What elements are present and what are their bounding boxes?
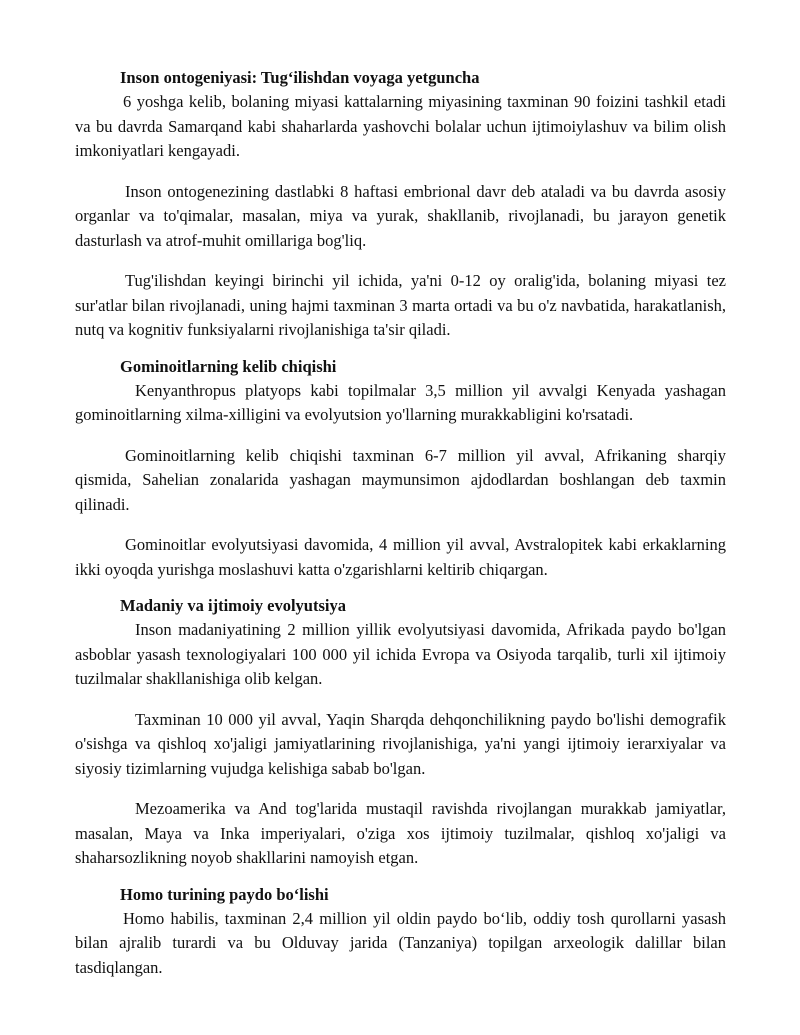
paragraph-spacer — [75, 253, 726, 269]
paragraph: Inson ontogenezining dastlabki 8 haftasi embrional davr deb ataladi va bu davrda asosiy organlar va to'qimalar, masalan, miya va yurak, shakllanib, rivojlanadi, bu jarayon genetik dasturlash va atrof-muhit omillariga bog'liq. — [75, 181, 726, 250]
paragraph: 6 yoshga kelib, bolaning miyasi kattalarning miyasining taxminan 90 foizini tashkil etadi va bu davrda Samarqand kabi shaharlarda yashovchi bolalar uchun ijtimoiylashuv va bilim olish imkoniyatlari kengayadi. — [75, 92, 726, 160]
paragraph-spacer — [75, 692, 726, 708]
section-spacer — [75, 871, 726, 883]
section-spacer — [75, 582, 726, 594]
paragraph: Taxminan 10 000 yil avval, Yaqin Sharqda dehqonchilikning paydo bo'lishi demografik o'sishga va qishloq xo'jaligi jamiyatlarining rivojlanishiga, ya'ni yangi ijtimoiy ierarxiyalar va siyosiy tizimlarning vujudga kelishiga sabab bo'lgan. — [75, 709, 726, 778]
section-spacer — [75, 343, 726, 355]
section-heading: Inson ontogeniyasi: Tug‘ilishdan voyaga yetguncha — [120, 68, 480, 87]
paragraph: Tug'ilishdan keyingi birinchi yil ichida, ya'ni 0-12 oy oralig'ida, bolaning miyasi tez sur'atlar bilan rivojlanadi, uning hajmi taxminan 3 marta ortadi va bu o'z navbatida, harakatlanish, nutq va kognitiv funksiyalarni rivojlanishiga ta'sir qiladi. — [75, 271, 726, 339]
paragraph: Homo habilis, taxminan 2,4 million yil oldin paydo bo‘lib, oddiy tosh qurollarni yasash bilan ajralib turardi va bu Olduvay jarida (Tanzaniya) topilgan arxeologik dalillar bilan tasdiqlangan. — [75, 908, 726, 977]
paragraph-spacer — [75, 517, 726, 533]
section-heading: Gominoitlarning kelib chiqishi — [120, 356, 337, 376]
paragraph: Gominoitlar evolyutsiyasi davomida, 4 million yil avval, Avstralopitek kabi erkaklarning ikki oyoqda yurishga moslashuvi katta o'zgarishlarni keltirib chiqargan. — [75, 535, 726, 579]
paragraph-spacer — [75, 781, 726, 797]
section-heading: Homo turining paydo bo‘lishi — [120, 884, 329, 904]
paragraph: Mezoamerika va And tog'larida mustaqil ravishda rivojlangan murakkab jamiyatlar, masalan, Maya va Inka imperiyalari, o'ziga xos ijtimoiy tuzilmalar, qishloq xo'jaligi va shaharsozlikning noyob shakllarini namoyish etgan. — [75, 799, 726, 867]
paragraph: Inson madaniyatining 2 million yillik evolyutsiyasi davomida, Afrikada paydo bo'lgan asboblar yasash texnologiyalari 100 000 yil ichida Evropa va Osiyoda tarqalib, turli xil ijtimoiy tuzilmalar shakllanishiga olib kelgan. — [75, 620, 726, 688]
paragraph: Gominoitlarning kelib chiqishi taxminan 6-7 million yil avval, Afrikaning sharqiy qismida, Sahelian zonalarida yashagan maymunsimon ajdodlardan boshlangan deb taxmin qilinadi. — [75, 445, 726, 514]
paragraph-spacer — [75, 428, 726, 444]
paragraph: Kenyanthropus platyops kabi topilmalar 3,5 million yil avvalgi Kenyada yashagan gominoitlarning xilma-xilligini va evolyutsion yo'llarning murakkabligini ko'rsatadi. — [75, 380, 726, 424]
section-heading: Madaniy va ijtimoiy evolyutsiya — [120, 596, 346, 615]
document-page — [75, 66, 726, 980]
paragraph-spacer — [75, 164, 726, 180]
